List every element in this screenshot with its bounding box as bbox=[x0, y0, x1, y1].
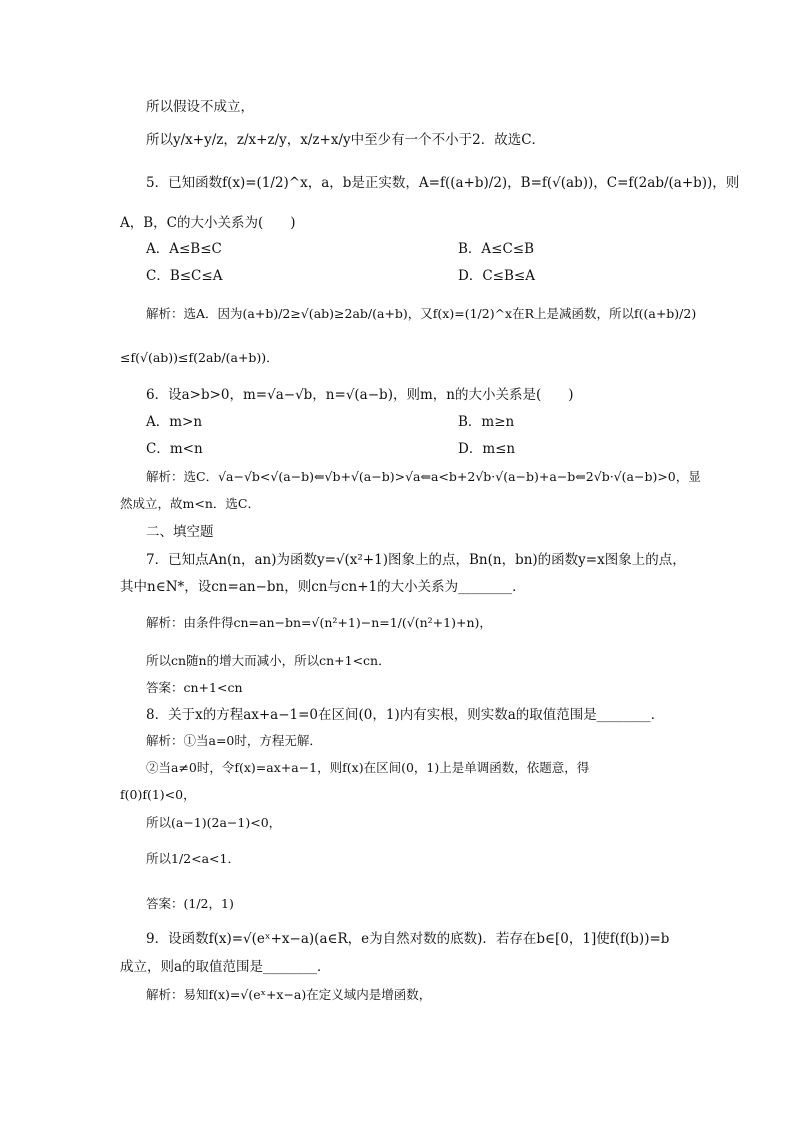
question-9-stem: 9．设函数f(x)=√(eˣ+x−a)(a∈R，e为自然对数的底数)．若存在b∈[0，1]使f(f(b))=b bbox=[146, 931, 670, 947]
solution-5-cont: ≤f(√(ab))≤f(2ab/(a+b))． bbox=[120, 350, 279, 365]
option-d: D．C≤B≤A bbox=[458, 268, 535, 284]
answer-8: 答案：(1/2，1) bbox=[146, 896, 234, 911]
solution-7: 解析：由条件得cn=an−bn=√(n²+1)−n=1/(√(n²+1)+n)， bbox=[146, 615, 492, 630]
text-line: ②当a≠0时，令f(x)=ax+a−1，则f(x)在区间(0，1)上是单调函数，依题意，得 bbox=[146, 760, 590, 775]
text-line: 其中n∈N*，设cn=an−bn，则cn与cn+1的大小关系为________． bbox=[120, 579, 526, 595]
text-line: 所以1/2<a<1． bbox=[146, 851, 240, 866]
section-heading: 二、填空题 bbox=[146, 524, 214, 540]
text-line: 所以(a−1)(2a−1)<0， bbox=[146, 815, 282, 830]
text-line: A，B，C的大小关系为( ) bbox=[120, 215, 296, 231]
text-line: 所以y/x+y/z，z/x+z/y，x/z+x/y中至少有一个不小于2．故选C． bbox=[146, 132, 546, 148]
solution-6: 解析：选C．√a−√b<√(a−b)⇐√b+√(a−b)>√a⇐a<b+2√b·√(a−b)+a−b⇐2√b·√(a−b)>0，显 bbox=[146, 469, 701, 484]
option-a: A．m>n bbox=[146, 414, 203, 430]
question-6-stem: 6．设a>b>0，m=√a−√b，n=√(a−b)，则m，n的大小关系是( ) bbox=[146, 387, 574, 403]
solution-9: 解析：易知f(x)=√(eˣ+x−a)在定义域内是增函数， bbox=[146, 987, 432, 1002]
question-8-stem: 8．关于x的方程ax+a−1=0在区间(0，1)内有实根，则实数a的取值范围是________． bbox=[146, 707, 665, 723]
option-b: B．A≤C≤B bbox=[458, 241, 535, 257]
question-7-stem: 7．已知点An(n，an)为函数y=√(x²+1)图象上的点，Bn(n，bn)的函数y=x图象上的点， bbox=[146, 552, 686, 568]
option-d: D．m≤n bbox=[458, 441, 516, 457]
text-line: 成立，则a的取值范围是________． bbox=[120, 959, 331, 975]
solution-5: 解析：选A．因为(a+b)/2≥√(ab)≥2ab/(a+b)，又f(x)=(1/2)^x在R上是减函数，所以f((a+b)/2) bbox=[146, 306, 697, 321]
text-line: f(0)f(1)<0， bbox=[120, 787, 196, 802]
text-line: 所以cn随n的增大而减小，所以cn+1<cn． bbox=[146, 653, 391, 668]
option-b: B．m≥n bbox=[458, 414, 515, 430]
solution-8: 解析：①当a=0时，方程无解． bbox=[146, 733, 322, 748]
question-5-stem: 5．已知函数f(x)=(1/2)^x，a，b是正实数，A=f((a+b)/2)，B=f(√(ab))，C=f(2ab/(a+b))，则 bbox=[146, 175, 740, 191]
text-line: 所以假设不成立， bbox=[146, 99, 254, 115]
option-c: C．m<n bbox=[146, 441, 203, 457]
answer-7: 答案：cn+1<cn bbox=[146, 680, 243, 695]
option-c: C．B≤C≤A bbox=[146, 268, 223, 284]
option-a: A．A≤B≤C bbox=[146, 241, 222, 257]
solution-6-cont: 然成立，故m<n．选C． bbox=[120, 496, 260, 511]
